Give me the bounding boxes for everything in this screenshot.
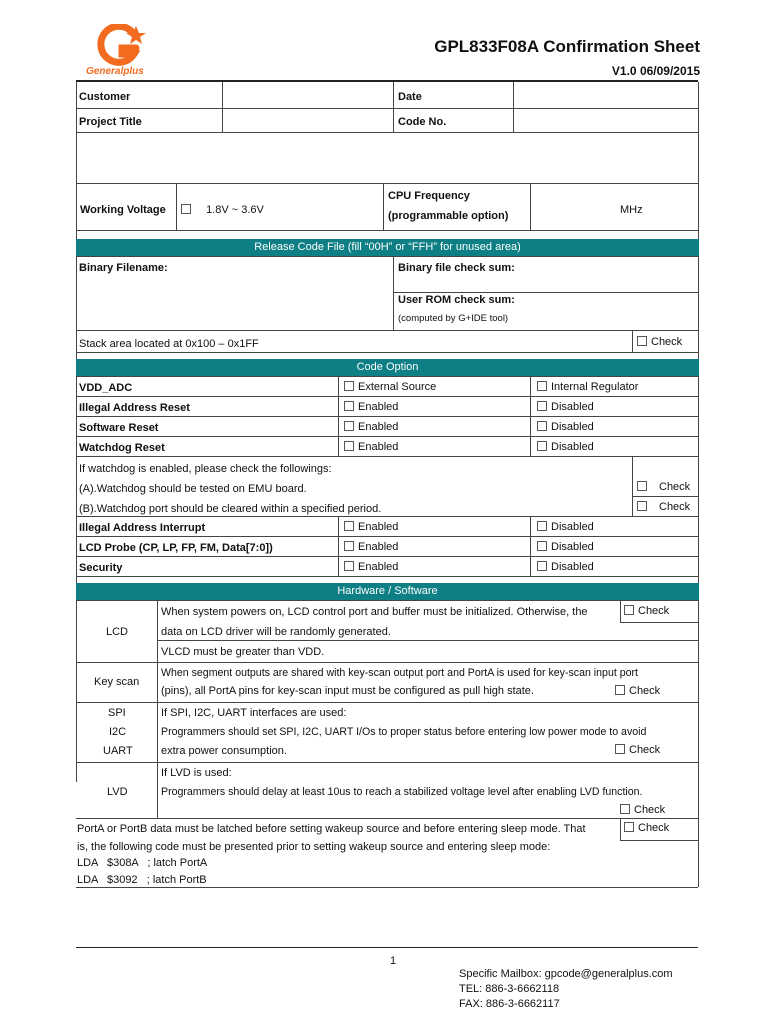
rom-checksum-label: User ROM check sum: [398, 294, 515, 306]
port-line-3: LDA $308A ; latch PortA [77, 857, 208, 869]
checkbox[interactable] [537, 521, 547, 531]
watchdog-item-b: (B).Watchdog port should be cleared within a specified period. [79, 503, 382, 515]
code-option-opt2[interactable]: Disabled [537, 401, 594, 413]
footer-fax: FAX: 886-3-6662117 [459, 998, 560, 1010]
port-line-4: LDA $3092 ; latch PortB [77, 874, 207, 886]
code-option-opt1[interactable]: Enabled [344, 421, 398, 433]
code-option-opt2[interactable]: Disabled [537, 541, 594, 553]
code-option-opt1[interactable]: Enabled [344, 521, 398, 533]
lvd-check[interactable]: Check [620, 804, 665, 816]
project-title-input[interactable] [223, 109, 392, 131]
checkbox[interactable] [637, 481, 647, 491]
checkbox[interactable] [624, 605, 634, 615]
stack-check[interactable]: Check [637, 336, 682, 348]
checkbox[interactable] [344, 541, 354, 551]
lcd-label: LCD [106, 626, 129, 638]
code-option-label: Illegal Address Interrupt [79, 522, 206, 534]
checkbox[interactable] [620, 804, 630, 814]
cpu-frequency-label: CPU Frequency [388, 190, 470, 202]
code-option-opt1[interactable]: Enabled [344, 541, 398, 553]
working-voltage-label: Working Voltage [80, 204, 166, 216]
code-option-opt2[interactable]: Disabled [537, 561, 594, 573]
code-option-label: Security [79, 562, 123, 574]
checkbox[interactable] [344, 561, 354, 571]
port-line-1: PortA or PortB data must be latched before setting wakeup source and before entering sleep mode. That [77, 823, 586, 835]
voltage-range: 1.8V ~ 3.6V [206, 204, 264, 216]
code-option-opt2[interactable]: Disabled [537, 521, 594, 533]
project-title-label: Project Title [79, 116, 142, 128]
cpu-frequency-sub: (programmable option) [388, 210, 509, 222]
checkbox[interactable] [615, 744, 625, 754]
code-option-opt1[interactable]: Enabled [344, 401, 398, 413]
computed-by-note: (computed by G+IDE tool) [398, 313, 509, 324]
watchdog-b-check[interactable]: Check [637, 501, 690, 513]
code-option-label: Software Reset [79, 422, 159, 434]
port-line-2: is, the following code must be presented prior to setting wakeup source and entering sleep mode: [77, 841, 551, 853]
stack-checkbox[interactable] [637, 336, 647, 346]
checkbox[interactable] [537, 421, 547, 431]
keyscan-check[interactable]: Check [615, 685, 660, 697]
port-check[interactable]: Check [624, 822, 669, 834]
voltage-option[interactable] [181, 204, 264, 216]
lvd-line-1: If LVD is used: [161, 767, 232, 779]
checkbox[interactable] [615, 685, 625, 695]
code-option-band: Code Option [76, 359, 699, 376]
lcd-line-3: VLCD must be greater than VDD. [161, 646, 325, 658]
checkbox[interactable] [344, 381, 354, 391]
i2c-label: I2C [109, 726, 127, 738]
date-label: Date [398, 91, 422, 103]
code-option-label: Illegal Address Reset [79, 402, 190, 414]
binary-checksum-label: Binary file check sum: [398, 262, 515, 274]
code-option-opt2[interactable]: Disabled [537, 441, 594, 453]
watchdog-item-a: (A).Watchdog should be tested on EMU board. [79, 483, 307, 495]
keyscan-line-2: (pins), all PortA pins for key-scan input must be configured as pull high state. [161, 685, 534, 697]
mhz-unit: MHz [620, 204, 643, 216]
keyscan-label: Key scan [94, 676, 140, 688]
release-code-band: Release Code File (fill “00H” or “FFH” for unused area) [76, 239, 699, 256]
code-option-opt2[interactable]: Disabled [537, 421, 594, 433]
checkbox[interactable] [344, 421, 354, 431]
lvd-label: LVD [107, 786, 128, 798]
customer-input[interactable] [223, 83, 392, 107]
watchdog-intro: If watchdog is enabled, please check the followings: [79, 463, 332, 475]
company-logo [86, 24, 166, 80]
version-date: V1.0 06/09/2015 [611, 64, 700, 78]
code-option-label: LCD Probe (CP, LP, FP, FM, Data[7:0]) [79, 542, 273, 554]
checkbox[interactable] [537, 441, 547, 451]
code-option-opt1[interactable]: Enabled [344, 561, 398, 573]
checkbox[interactable] [344, 401, 354, 411]
page-title: GPL833F08A Confirmation Sheet [434, 37, 700, 56]
date-input[interactable] [514, 83, 697, 107]
code-no-input[interactable] [514, 109, 697, 131]
keyscan-line-1: When segment outputs are shared with key-scan output port and PortA is used for key-scan input port [161, 667, 638, 679]
page-number: 1 [390, 955, 397, 967]
watchdog-a-check[interactable]: Check [637, 481, 690, 493]
code-option-label: VDD_ADC [79, 382, 133, 394]
uart-label: UART [103, 745, 133, 757]
logo-text: Generalplus [86, 66, 144, 77]
code-option-opt2[interactable]: Internal Regulator [537, 381, 638, 393]
code-no-label: Code No. [398, 116, 447, 128]
code-option-label: Watchdog Reset [79, 442, 165, 454]
checkbox[interactable] [624, 822, 634, 832]
checkbox[interactable] [637, 501, 647, 511]
checkbox[interactable] [537, 561, 547, 571]
logo-mark-icon [92, 24, 152, 68]
interface-line-2: Programmers should set SPI, I2C, UART I/Os to proper status before entering low power mode to avoid [161, 726, 647, 738]
checkbox[interactable] [344, 521, 354, 531]
footer-tel: TEL: 886-3-6662118 [459, 983, 560, 995]
voltage-checkbox[interactable] [181, 204, 191, 214]
interface-line-3: extra power consumption. [161, 745, 287, 757]
binary-filename-label: Binary Filename: [79, 262, 168, 274]
checkbox[interactable] [537, 381, 547, 391]
checkbox[interactable] [537, 401, 547, 411]
footer-mailbox: Specific Mailbox: gpcode@generalplus.com [459, 968, 673, 980]
stack-area-text: Stack area located at 0x100 – 0x1FF [79, 338, 259, 350]
lcd-check[interactable]: Check [624, 605, 669, 617]
interface-check[interactable]: Check [615, 744, 660, 756]
spi-label: SPI [108, 707, 126, 719]
lvd-line-2: Programmers should delay at least 10us to reach a stabilized voltage level after enabling LVD function. [161, 786, 643, 798]
lcd-line-2: data on LCD driver will be randomly generated. [161, 626, 391, 638]
code-option-opt1[interactable]: Enabled [344, 441, 398, 453]
checkbox[interactable] [537, 541, 547, 551]
code-option-opt1[interactable]: External Source [344, 381, 436, 393]
lcd-line-1: When system powers on, LCD control port and buffer must be initialized. Otherwise, the [161, 606, 588, 618]
interface-line-1: If SPI, I2C, UART interfaces are used: [161, 707, 347, 719]
customer-label: Customer [79, 91, 131, 103]
hardware-software-band: Hardware / Software [76, 583, 699, 600]
checkbox[interactable] [344, 441, 354, 451]
